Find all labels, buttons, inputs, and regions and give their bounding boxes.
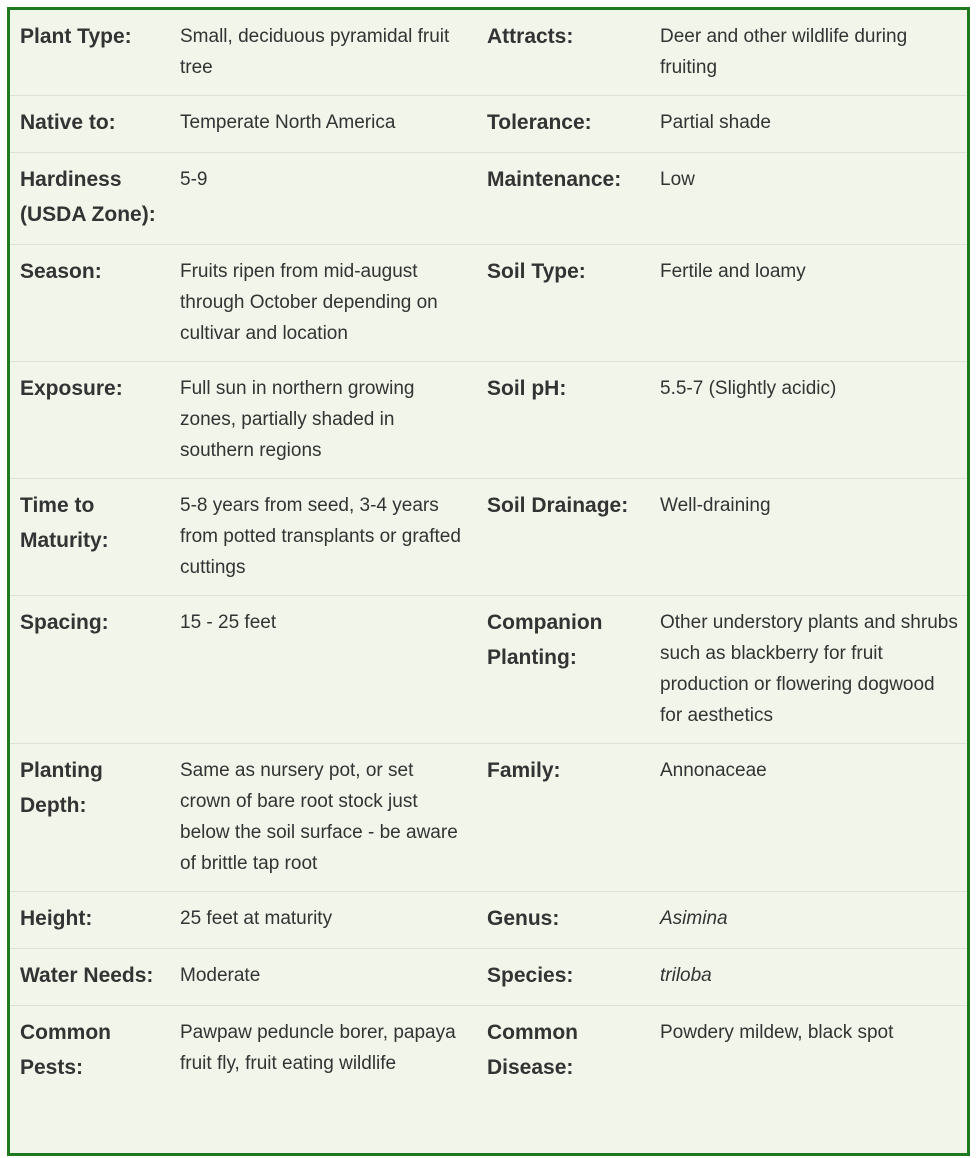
value-common-disease: Powdery mildew, black spot: [660, 1022, 894, 1043]
value-season: Fruits ripen from mid-august through October depending on cultivar and location: [180, 261, 438, 344]
label-soil-drainage: Soil Drainage:: [487, 494, 629, 517]
label-species: Species:: [487, 964, 574, 987]
value-family: Annonaceae: [660, 760, 767, 781]
label-water-needs: Water Needs:: [20, 964, 154, 987]
label-family: Family:: [487, 759, 561, 782]
label-soil-type: Soil Type:: [487, 260, 586, 283]
value-soil-type: Fertile and loamy: [660, 261, 806, 282]
plant-info-table-frame: [7, 7, 970, 1156]
table-row: [10, 10, 967, 96]
value-soil-drainage: Well-draining: [660, 495, 771, 516]
value-soil-ph: 5.5-7 (Slightly acidic): [660, 378, 837, 399]
table-row: [10, 153, 967, 245]
table-row: [10, 1006, 967, 1098]
label-season: Season:: [20, 260, 102, 283]
table-row: [10, 479, 967, 596]
value-attracts: Deer and other wildlife during fruiting: [660, 26, 908, 78]
label-tolerance: Tolerance:: [487, 111, 592, 134]
table-row: [10, 892, 967, 949]
value-water-needs: Moderate: [180, 965, 261, 986]
label-height: Height:: [20, 907, 93, 930]
value-exposure: Full sun in northern growing zones, partially shaded in southern regions: [180, 378, 415, 461]
value-plant-type: Small, deciduous pyramidal fruit tree: [180, 26, 450, 78]
value-common-pests: Pawpaw peduncle borer, papaya fruit fly, fruit eating wildlife: [180, 1022, 456, 1074]
value-height: 25 feet at maturity: [180, 908, 333, 929]
table-row: [10, 744, 967, 892]
label-common-pests: Common Pests:: [20, 1021, 111, 1079]
value-maintenance: Low: [660, 169, 695, 190]
value-time-to-maturity: 5-8 years from seed, 3-4 years from potted transplants or grafted cuttings: [180, 495, 461, 578]
label-exposure: Exposure:: [20, 377, 123, 400]
label-soil-ph: Soil pH:: [487, 377, 567, 400]
label-attracts: Attracts:: [487, 25, 574, 48]
label-plant-type: Plant Type:: [20, 25, 132, 48]
label-spacing: Spacing:: [20, 611, 109, 634]
label-companion-planting: Companion Planting:: [487, 611, 603, 669]
table-row: [10, 245, 967, 362]
table-row: [10, 362, 967, 479]
label-genus: Genus:: [487, 907, 560, 930]
value-native-to: Temperate North America: [180, 112, 396, 133]
label-maintenance: Maintenance:: [487, 168, 622, 191]
value-spacing: 15 - 25 feet: [180, 612, 277, 633]
label-native-to: Native to:: [20, 111, 116, 134]
table-row: [10, 596, 967, 744]
value-hardiness: 5-9: [180, 169, 208, 190]
value-companion-planting: Other understory plants and shrubs such as blackberry for fruit production or flowering dogwood for aesthetics: [660, 612, 958, 726]
table-row: [10, 949, 967, 1006]
label-time-to-maturity: Time to Maturity:: [20, 494, 109, 552]
label-planting-depth: Planting Depth:: [20, 759, 103, 817]
label-common-disease: Common Disease:: [487, 1021, 578, 1079]
value-genus: Asimina: [660, 908, 728, 929]
value-species: triloba: [660, 965, 712, 986]
plant-info-table: [10, 10, 967, 1097]
label-hardiness: Hardiness (USDA Zone):: [20, 168, 156, 226]
value-planting-depth: Same as nursery pot, or set crown of bare root stock just below the soil surface - be aware of brittle tap root: [180, 760, 458, 874]
value-tolerance: Partial shade: [660, 112, 771, 133]
table-row: [10, 96, 967, 153]
